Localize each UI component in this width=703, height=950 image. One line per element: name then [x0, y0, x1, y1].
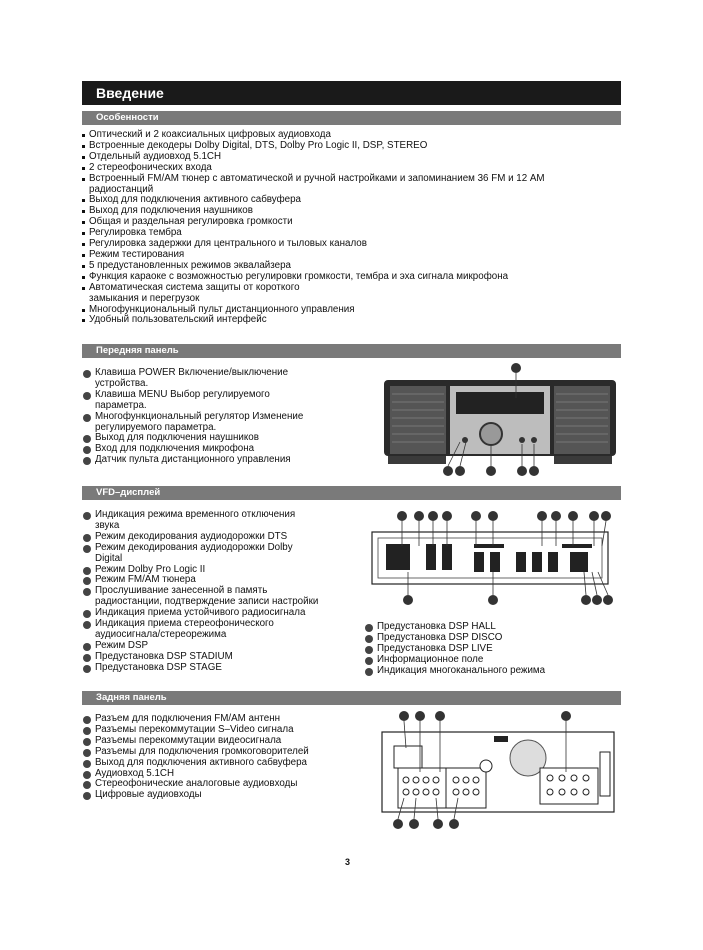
callout-dot	[433, 819, 443, 829]
callout-dot	[561, 711, 571, 721]
callout-dot	[397, 511, 407, 521]
front-title: Передняя панель	[96, 345, 179, 356]
callout-dot	[603, 595, 613, 605]
front-list	[82, 368, 310, 466]
list-item: Предустановка DSP LIVE	[364, 644, 614, 655]
callout-dot	[511, 363, 521, 373]
list-item: Режим тестирования	[82, 250, 602, 261]
list-item: Выход для подключения наушников	[82, 206, 602, 217]
list-item: Выход для подключения активного сабвуфера	[82, 758, 342, 769]
callout-dot	[442, 511, 452, 521]
vfd-title: VFD–дисплей	[96, 487, 161, 498]
av-jack-block	[398, 768, 446, 808]
list-item: Предустановка DSP STADIUM	[82, 652, 322, 663]
page-title-bar	[82, 81, 621, 105]
callout-dot	[403, 595, 413, 605]
speaker-terminals	[446, 768, 486, 808]
callout-dot	[415, 711, 425, 721]
rear-section-header	[82, 691, 621, 705]
list-item: Выход для подключения наушников	[82, 433, 310, 444]
page-title: Введение	[96, 85, 164, 101]
list-item: Функция караоке с возможностью регулировки громкости, тембра и эха сигнала микрофона	[82, 272, 602, 283]
callout-dot	[551, 511, 561, 521]
mic-jack	[531, 437, 537, 443]
callout-dot	[568, 511, 578, 521]
list-item: Режим декодирования аудиодорожки Dolby Digital	[82, 543, 322, 565]
list-item: Вход для подключения микрофона	[82, 444, 310, 455]
callout-dot	[488, 511, 498, 521]
list-item: Предустановка DSP STAGE	[82, 663, 322, 674]
list-item: Автоматическая система защиты от короткого замыкания и перегрузок	[82, 283, 329, 305]
list-item: Датчик пульта дистанционного управления	[82, 455, 310, 466]
list-item: Разъемы перекоммутации S–Video сигнала	[82, 725, 342, 736]
callout-dot	[589, 511, 599, 521]
list-item: Оптический и 2 коаксиальных цифровых аудиовхода	[82, 130, 602, 141]
features-title: Особенности	[96, 112, 159, 123]
callout-dot	[517, 466, 527, 476]
page-number: 3	[345, 857, 351, 867]
list-item: 5 предустановленных режимов эквалайзера	[82, 261, 602, 272]
list-item: Предустановка DSP HALL	[364, 622, 614, 633]
list-item: Индикация режима временного отключения звука	[82, 510, 322, 532]
callout-dot	[471, 511, 481, 521]
callout-dot	[486, 466, 496, 476]
callout-dot	[435, 711, 445, 721]
callout-dot	[488, 595, 498, 605]
list-item: Аудиовход 5.1CH	[82, 769, 342, 780]
features-list	[82, 130, 602, 326]
headphone-jack	[519, 437, 525, 443]
callout-dot	[601, 511, 611, 521]
rear-list	[82, 714, 342, 801]
list-item: Режим Dolby Pro Logic II	[82, 565, 322, 576]
list-item: Встроенный FM/AM тюнер с автоматической и ручной настройками и запоминанием 36 FM и 12 AM радиостанций	[82, 174, 602, 196]
callout-dot	[393, 819, 403, 829]
screw	[480, 760, 492, 772]
list-item: Режим DSP	[82, 641, 322, 652]
callout-dot	[399, 711, 409, 721]
callout-dot	[455, 466, 465, 476]
list-item: Многофункциональный регулятор Изменение регулируемого параметра.	[82, 412, 310, 434]
callout-dot	[592, 595, 602, 605]
list-item: Прослушивание занесенной в память радиостанции, подтверждение записи настройки	[82, 586, 322, 608]
list-item: Индикация приема устойчивого радиосигнала	[82, 608, 322, 619]
callout-dot	[428, 511, 438, 521]
list-item: Разъемы для подключения громкоговорителей	[82, 747, 342, 758]
list-item: Регулировка задержки для центрального и тыловых каналов	[82, 239, 602, 250]
front-left-grille	[390, 386, 446, 454]
antenna-block	[394, 746, 422, 768]
front-right-grille	[554, 386, 610, 454]
vfd-left-list	[82, 510, 322, 674]
callout-dot	[414, 511, 424, 521]
callout-dot	[449, 819, 459, 829]
list-item: Выход для подключения активного сабвуфера	[82, 195, 602, 206]
list-item: Индикация многоканального режима	[364, 666, 614, 677]
list-item: Стереофонические аналоговые аудиовходы	[82, 779, 342, 790]
front-section-header	[82, 344, 621, 358]
callout-dot	[581, 595, 591, 605]
list-item: Отдельный аудиовход 5.1CH	[82, 152, 602, 163]
list-item: Удобный пользовательский интерфейс	[82, 315, 602, 326]
input-jacks-block	[540, 768, 598, 804]
list-item: Встроенные декодеры Dolby Digital, DTS, Dolby Pro Logic II, DSP, STEREO	[82, 141, 602, 152]
vfd-section-header	[82, 486, 621, 500]
power-key	[462, 437, 468, 443]
list-item: Режим FM/AM тюнера	[82, 575, 322, 586]
list-item: Предустановка DSP DISCO	[364, 633, 614, 644]
list-item: 2 стереофонических входа	[82, 163, 602, 174]
callout-dot	[443, 466, 453, 476]
list-item: Регулировка тембра	[82, 228, 602, 239]
list-item: Режим декодирования аудиодорожки DTS	[82, 532, 322, 543]
list-item: Индикация приема стереофонического аудиосигнала/стереорежима	[82, 619, 322, 641]
front-panel-figure	[380, 358, 620, 478]
callout-dot	[409, 819, 419, 829]
volume-knob	[480, 423, 502, 445]
list-item: Клавиша MENU Выбор регулируемого параметра.	[82, 390, 310, 412]
rear-panel-figure	[376, 706, 620, 832]
rear-title: Задняя панель	[96, 692, 167, 703]
vfd-right-list	[364, 622, 614, 677]
callout-dot	[537, 511, 547, 521]
list-item: Многофункциональный пульт дистанционного управления	[82, 305, 602, 316]
list-item: Разъемы перекоммутации видеосигнала	[82, 736, 342, 747]
list-item: Цифровые аудиовходы	[82, 790, 342, 801]
front-display	[456, 392, 544, 414]
list-item: Информационное поле	[364, 655, 614, 666]
list-item: Разъем для подключения FM/AM антенн	[82, 714, 342, 725]
callout-dot	[529, 466, 539, 476]
list-item: Клавиша POWER Включение/выключение устройства.	[82, 368, 310, 390]
vfd-display-figure	[366, 506, 616, 610]
features-section-header	[82, 111, 621, 125]
list-item: Общая и раздельная регулировка громкости	[82, 217, 602, 228]
